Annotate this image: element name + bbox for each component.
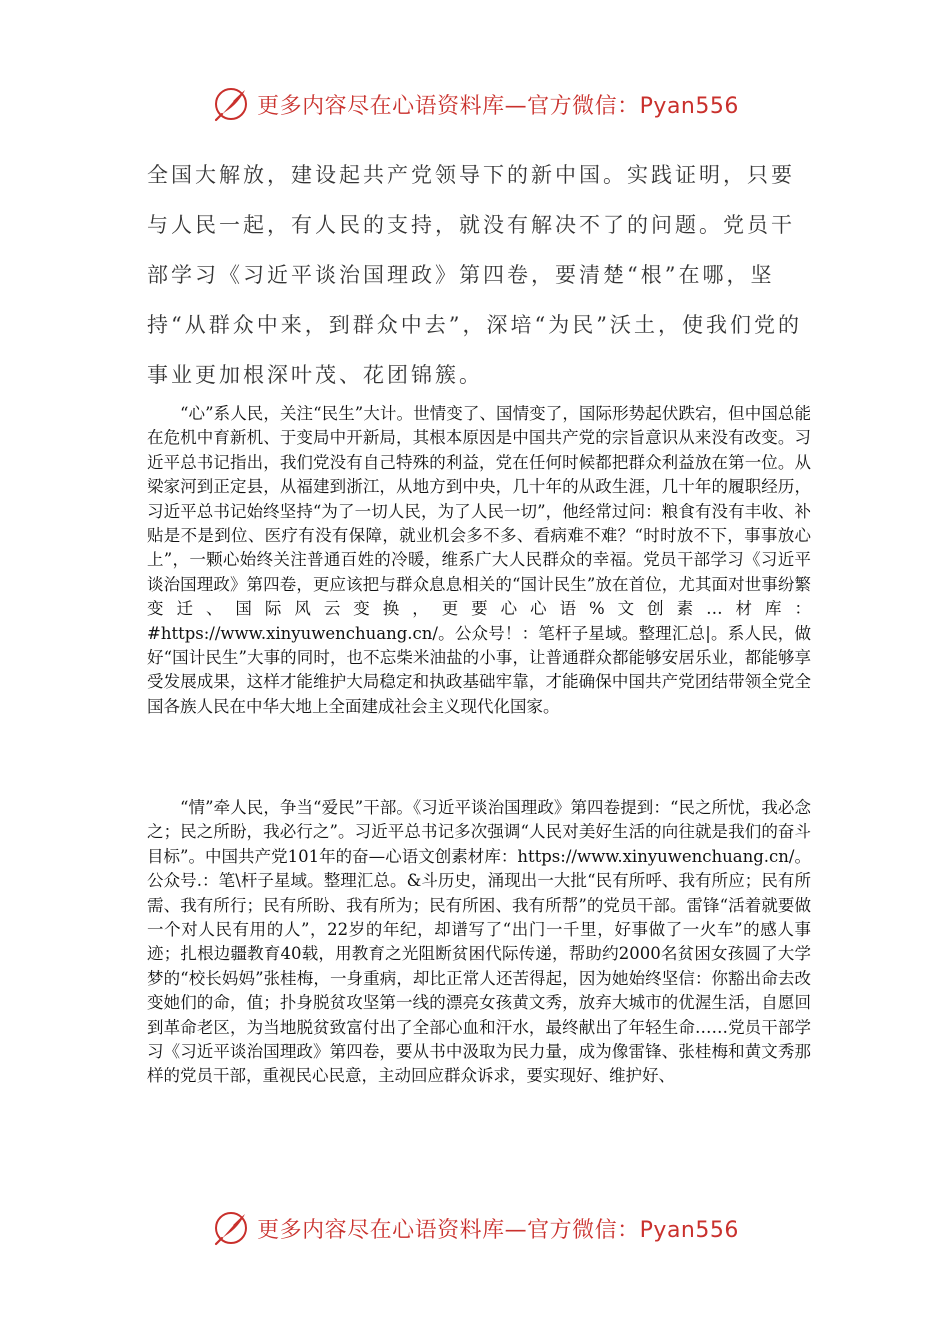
banner-label xyxy=(257,1213,739,1244)
intro-paragraph: 全国大解放，建设起共产党领导下的新中国。实践证明，只要与人民一起，有人民的支持，就没有解决不了的问题。党员干部学习《习近平谈治国理政》第四卷，要清楚“根”在哪，坚持“从群众中来，到群众中去”，深培“为民”沃土，使我们党的事业更加根深叶茂、花团锦簇。 xyxy=(147,163,802,387)
banner-text: 更多内容尽在心语资料库—官方微信： xyxy=(257,93,640,119)
banner-text: 更多内容尽在心语资料库—官方微信： xyxy=(257,1217,640,1243)
feather-pen-logo-icon xyxy=(211,84,251,124)
feather-pen-logo-icon xyxy=(211,1208,251,1248)
footer-banner xyxy=(0,1206,950,1250)
body-paragraph-1: “心”系人民，关注“民生”大计。世情变了、国情变了，国际形势起伏跌宕，但中国总能在危机中育新机、于变局中开新局，其根本原因是中国共产党的宗旨意识从来没有改变。习近平总书记指出，我们党没有自己特殊的利益，党在任何时候都把群众利益放在第一位。从梁家河到正定县，从福建到浙江，从地方到中央，几十年的从政生涯，几十年的履职经历，习近平总书记始终坚持“为了一切人民，为了人民一切”，他经常过问：粮食有没有丰收、补贴是不是到位、医疗有没有保障，就业机会多不多、看病难不难？“时时放不下，事事放心上”，一颗心始终关注普通百姓的冷暖，维系广大人民群众的幸福。党员干部学习《习近平谈治国理政》第四卷，更应该把与群众息息相关的“国计民生”放在首位，尤其面对世事纷繁变迁、国际风云变换，更要心心语%文创素…材库：#https://www.xinyuwenchuang.cn/。公众号！：笔杆子星域。整理汇总|。系人民，做好“国计民生”大事的同时，也不忘柴米油盐的小事，让普通群众都能够安居乐业，都能够享受发展成果，这样才能维护大局稳定和执政基础牢靠，才能确保中国共产党团结带领全党全国各族人民在中华大地上全面建成社会主义现代化国家。 xyxy=(147,404,811,716)
header-banner xyxy=(0,82,950,126)
banner-label xyxy=(257,89,739,120)
wechat-id: Pyan556 xyxy=(639,1217,739,1243)
body-paragraph-2: “情”牵人民，争当“爱民”干部。《习近平谈治国理政》第四卷提到：“民之所忧，我必念之；民之所盼，我必行之”。习近平总书记多次强调“人民对美好生活的向往就是我们的奋斗目标”。中国共产党101年的奋—心语文创素材库：https://www.xinyuwenchuang.cn/。公众号.：笔\杆子星域。整理汇总。&斗历史，涌现出一大批“民有所呼、我有所应；民有所需、我有所行；民有所盼、我有所为；民有所困、我有所帮”的党员干部。雷锋“活着就要做一个对人民有用的人”，22岁的年纪，却谱写了“出门一千里，好事做了一火车”的感人事迹；扎根边疆教育40载，用教育之光阻断贫困代际传递，帮助约2000名贫困女孩圆了大学梦的“校长妈妈”张桂梅，一身重病，却比正常人还苦得起，因为她始终坚信：你豁出命去改变她们的命，值；扑身脱贫攻坚第一线的漂亮女孩黄文秀，放弃大城市的优渥生活，自愿回到革命老区，为当地脱贫致富付出了全部心血和汗水，最终献出了年轻生命……党员干部学习《习近平谈治国理政》第四卷，要从书中汲取为民力量，成为像雷锋、张桂梅和黄文秀那样的党员干部，重视民心民意，主动回应群众诉求，要实现好、维护好、 xyxy=(147,798,811,1086)
wechat-id: Pyan556 xyxy=(639,93,739,119)
